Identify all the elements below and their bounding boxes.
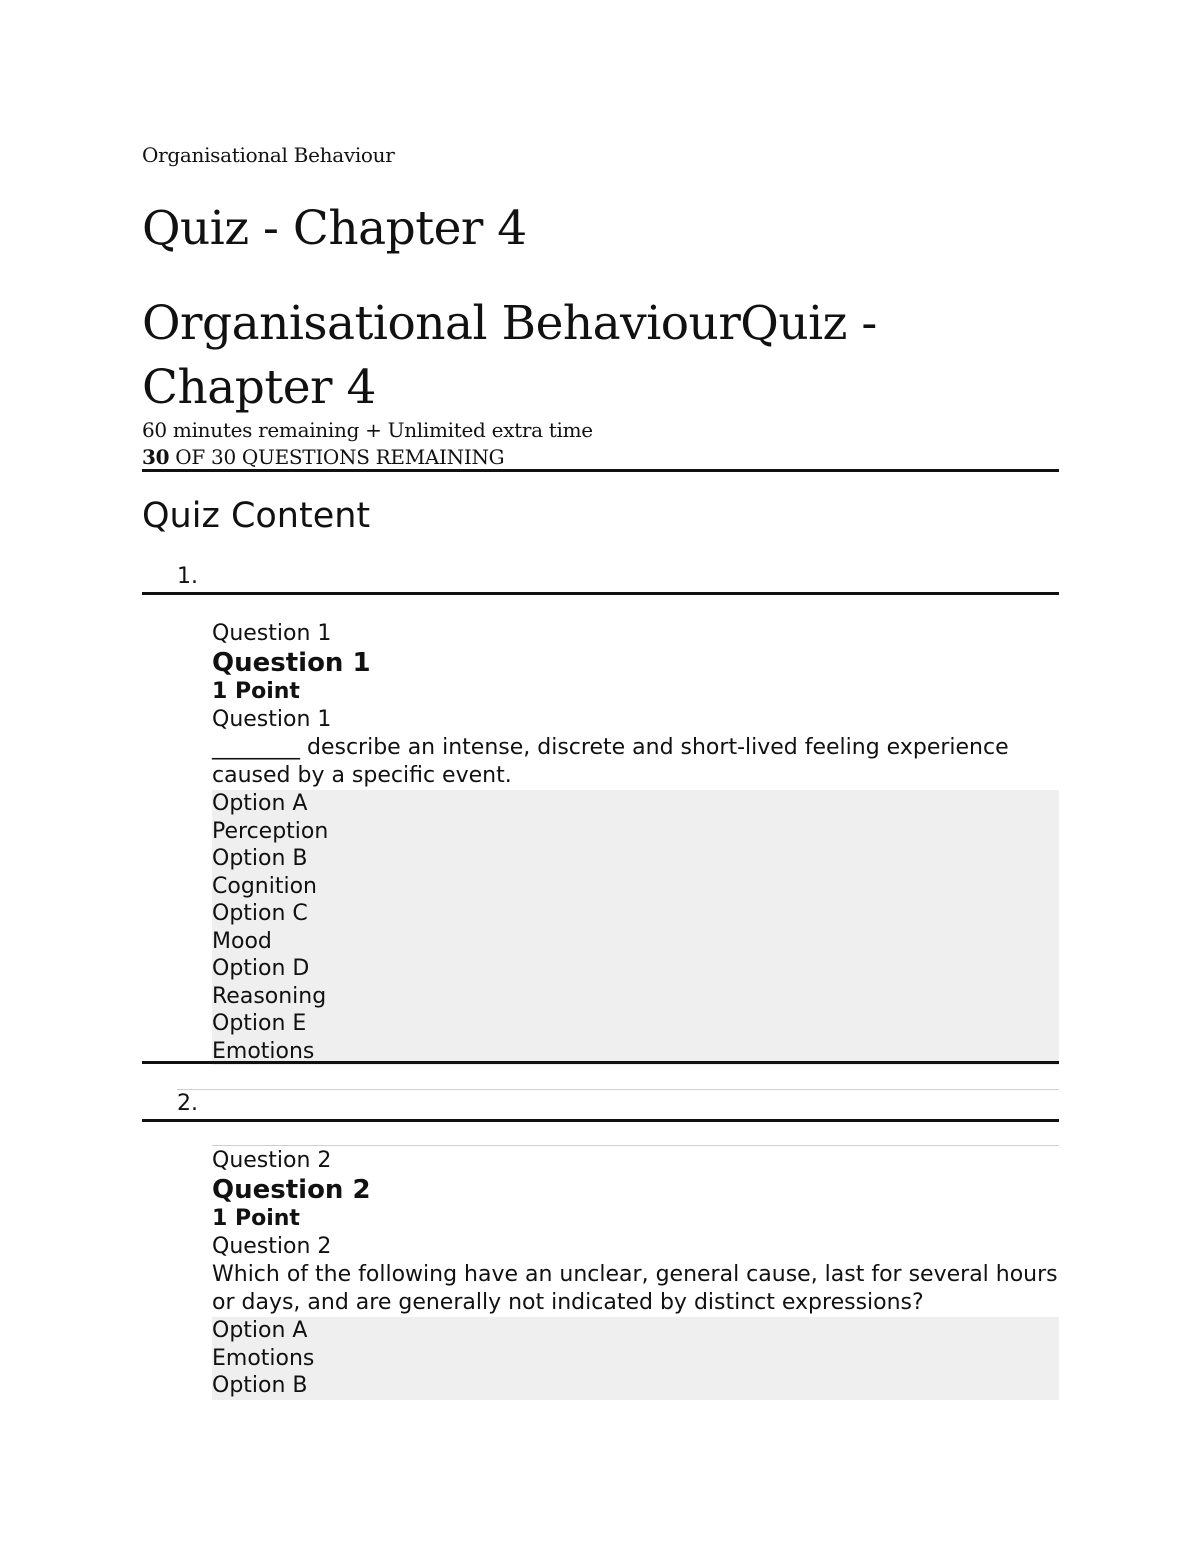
timer-status: 60 minutes remaining + Unlimited extra time — [142, 418, 593, 442]
option-c[interactable] — [212, 900, 1059, 955]
question-label-secondary: Question 2 — [212, 1234, 332, 1259]
question-label: Question 1 — [212, 621, 332, 646]
option-value: Emotions — [212, 1038, 315, 1064]
option-b[interactable] — [212, 1372, 1059, 1400]
page-title: Quiz - Chapter 4 — [142, 201, 527, 256]
question-heading: Question 2 — [212, 1175, 371, 1205]
option-label: Option B — [212, 846, 308, 871]
option-value: Perception — [212, 818, 329, 844]
remaining-count: 30 — [142, 445, 170, 469]
course-name: Organisational Behaviour — [142, 143, 395, 167]
option-value: Emotions — [212, 1345, 315, 1371]
option-a[interactable] — [212, 1317, 1059, 1372]
questions-remaining — [142, 445, 1059, 472]
question-number-label: 2. — [177, 1091, 198, 1116]
question-number-label: 1. — [177, 564, 198, 589]
question-heading: Question 1 — [212, 648, 371, 678]
question-block — [212, 1147, 1059, 1400]
option-a[interactable] — [212, 790, 1059, 845]
answer-options — [212, 790, 1059, 1065]
option-label: Option A — [212, 1318, 308, 1343]
option-value: Reasoning — [212, 983, 327, 1009]
option-label: Option E — [212, 1011, 307, 1036]
option-b[interactable] — [212, 845, 1059, 900]
question-number — [142, 1091, 1059, 1122]
option-label: Option C — [212, 901, 308, 926]
remaining-text: OF 30 QUESTIONS REMAINING — [169, 445, 505, 469]
question-block — [212, 620, 1059, 1065]
option-label: Option D — [212, 956, 310, 981]
option-d[interactable] — [212, 955, 1059, 1010]
option-label: Option A — [212, 791, 308, 816]
question-points: 1 Point — [212, 1206, 300, 1231]
question-points: 1 Point — [212, 679, 300, 704]
answer-options — [212, 1317, 1059, 1400]
option-e[interactable] — [212, 1010, 1059, 1065]
quiz-full-title: Organisational BehaviourQuiz - Chapter 4 — [142, 296, 877, 415]
divider — [212, 1145, 1059, 1146]
option-value: Cognition — [212, 873, 317, 899]
divider — [177, 1089, 1059, 1090]
question-label-secondary: Question 1 — [212, 707, 332, 732]
question-text: Which of the following have an unclear, general cause, last for several hours or days, and are generally not indicated by distinct expressions? — [212, 1262, 1058, 1315]
question-text: ________ describe an intense, discrete and short-lived feeling experience caused by a specific event. — [212, 735, 1009, 788]
option-label: Option B — [212, 1373, 308, 1398]
question-number — [142, 564, 1059, 595]
option-value: Mood — [212, 928, 272, 954]
divider — [142, 1061, 1059, 1064]
question-label: Question 2 — [212, 1148, 332, 1173]
section-title: Quiz Content — [142, 496, 371, 536]
